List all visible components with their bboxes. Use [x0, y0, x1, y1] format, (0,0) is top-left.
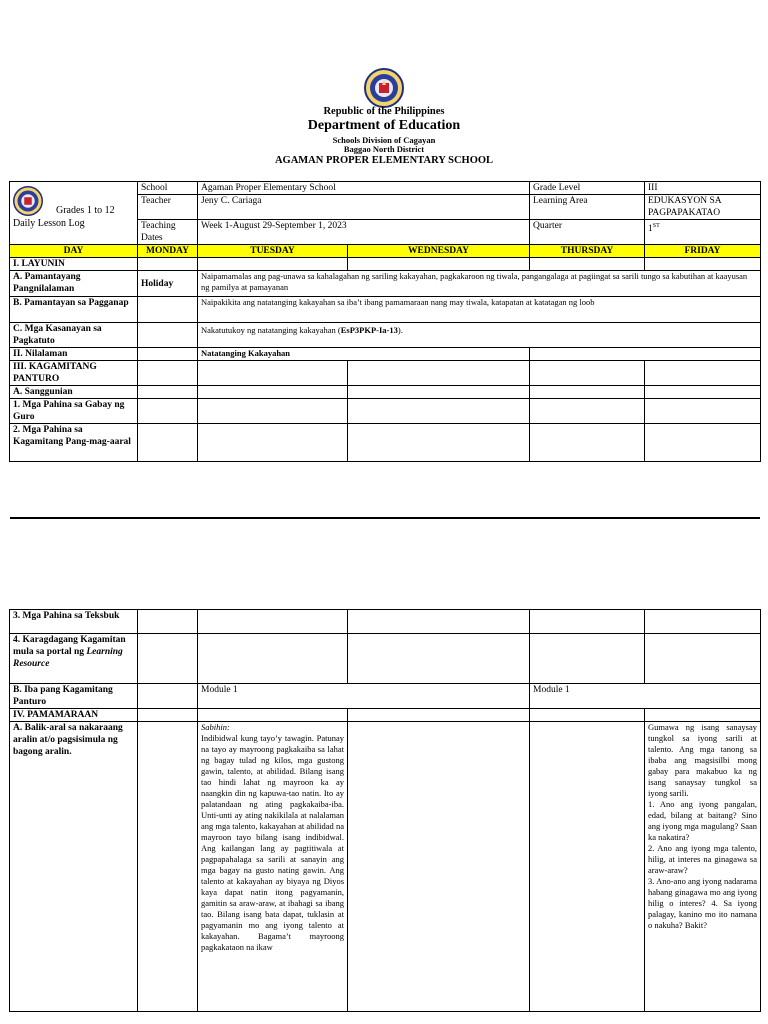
wednesday-header: WEDNESDAY: [348, 245, 530, 258]
day-header: DAY: [10, 245, 138, 258]
nilalaman-label: II. Nilalaman: [10, 348, 138, 361]
pamamaraan-label: IV. PAMAMARAAN: [10, 709, 138, 722]
school-label: School: [138, 182, 198, 195]
kasanayan-label: C. Mga Kasanayan sa Pagkatuto: [10, 323, 138, 348]
lesson-log-table-page-1: [9, 181, 761, 462]
quarter-label: Quarter: [530, 220, 645, 245]
day-header-row: [10, 245, 761, 258]
teaching-dates-label: Teaching Dates: [138, 220, 198, 245]
learning-area-label: Learning Area: [530, 195, 645, 220]
grade-level-value: III: [645, 182, 761, 195]
pamantayan-pagganap-text: Naipakikita ang natatanging kakayahan sa iba’t ibang pamamaraan nang may tiwala, katapatan at katatagan ng loob: [198, 297, 761, 323]
district-line: Baggao North District: [343, 144, 425, 154]
sabihin-label: Sabihin:: [201, 722, 230, 732]
friday-activity-text: Gumawa ng isang sanaysay tungkol sa iyong sarili at talento. Ang mga tanong sa ibaba ang magsisilbi mong gabay para makabuo ka ng isang sanaysay tungkol sa iyong sarili. 1. Ano ang iyong pangalan, edad, bilang at baitang? Sino ang iyong mga magulang? Saan ka nakatira? 2. Ano ang iyong mga talento, hilig, at interes na ginagawa sa araw-araw? 3. Ano-ano ang iyong nadarama habang ginagawa mo ang iyong hilig o interes? 4. Sa iyong palagay, kanino mo ito namana o nakuha? Bakit?: [645, 722, 761, 1012]
holiday-cell: Holiday: [138, 271, 198, 297]
kasanayan-code: EsP3PKP-Ia-13: [340, 325, 398, 335]
division-line: Schools Division of Cagayan: [332, 135, 436, 145]
teksbuk-label: 3. Mga Pahina sa Teksbuk: [10, 610, 138, 634]
dll-title-cell: [10, 182, 138, 245]
republic-line: Republic of the Philippines: [323, 106, 445, 117]
grade-level-label: Grade Level: [530, 182, 645, 195]
pamantayang-pangnilalaman-text: Naipamamalas ang pag-unawa sa kahalagahan ng sariling kakayahan, pagkakaroon ng tiwala, pangangalaga at pagiingat sa sarili tungo sa kabutihan at kaayusan ng pamilya at pamayanan: [198, 271, 761, 297]
learning-area-value: EDUKASYON SA PAGPAPAKATAO: [645, 195, 761, 220]
karagdagang-kagamitan-label: 4. Karagdagang Kagamitan mula sa portal ng Learning Resource: [10, 634, 138, 684]
school-name: AGAMAN PROPER ELEMENTARY SCHOOL: [274, 155, 494, 166]
school-value: Agaman Proper Elementary School: [198, 182, 530, 195]
kasanayan-text: Nakatutukoy ng natatanging kakayahan (EsP3PKP-Ia-13).: [198, 323, 761, 348]
balik-aral-label: A. Balik-aral sa nakaraang aralin at/o pagsisimula ng bagong aralin.: [10, 722, 138, 1012]
daily-lesson-log-label: Daily Lesson Log: [13, 218, 85, 229]
friday-header: FRIDAY: [645, 245, 761, 258]
layunin-label: I. LAYUNIN: [10, 258, 138, 271]
thursday-header: THURSDAY: [530, 245, 645, 258]
department-line: Department of Education: [307, 118, 461, 133]
page-divider: [10, 517, 760, 519]
kagamitang-pang-mag-aaral-label: 2. Mga Pahina sa Kagamitang Pang-mag-aaral: [10, 424, 138, 462]
teacher-value: Jeny C. Cariaga: [198, 195, 530, 220]
tuesday-header: TUESDAY: [198, 245, 348, 258]
gabay-ng-guro-label: 1. Mga Pahina sa Gabay ng Guro: [10, 399, 138, 424]
teaching-dates-value: Week 1-August 29-September 1, 2023: [198, 220, 530, 245]
iba-pang-kagamitang-label: B. Iba pang Kagamitang Panturo: [10, 684, 138, 709]
sanggunian-label: A. Sanggunian: [10, 386, 138, 399]
quarter-value: 1ST: [645, 220, 761, 245]
module-thursday: Module 1: [530, 684, 761, 709]
teacher-label: Teacher: [138, 195, 198, 220]
module-tuesday: Module 1: [198, 684, 530, 709]
tuesday-lesson-text: Sabihin: Indibidwal kung tayo’y tawagin. Patunay na tayo ay mayroong pagkakaiba sa lahat ng bagay tulad ng kilos, mga gustong gawin, talento, at abilidad. Bilang isang tao hindi lahat ng mayroon ka ay naangkin din ng kapuwa-tao natin. Ito ay palatandaan ng ating pagkakaiba-iba. Unti-unti ay ating nakikilala at nalalaman ang mga talento, kakayahan at abilidad na mayroon tayo bilang isang indibidwal. Ang kailangan lang ay pagtitiwala at pagpapahalaga sa sarili at sanayin ang mga bagay na gusto nating gawin. Ang talento at kakayahan ay biyaya ng Diyos kaya dapat natin itong pagyamanin, gamitin sa araw-araw, at ibahagi sa ibang tao. Bilang isang bata dapat, tuklasin at pagyamanin mo ang iyong talento at kakayahan. Bagama’t mayroong pagkakataon na ikaw: [198, 722, 348, 1012]
pamantayang-pangnilalaman-label: A. Pamantayang Pangnilalaman: [10, 271, 138, 297]
pamantayan-pagganap-label: B. Pamantayan sa Pagganap: [10, 297, 138, 323]
lesson-log-table-page-2: [9, 609, 761, 1012]
monday-header: MONDAY: [138, 245, 198, 258]
deped-seal-small-icon: [13, 186, 43, 216]
grades-label: Grades 1 to 12: [56, 205, 115, 216]
kagamitang-panturo-label: III. KAGAMITANG PANTURO: [10, 361, 138, 386]
nilalaman-value: Natatanging Kakayahan: [198, 348, 530, 361]
deped-seal-logo: [364, 68, 404, 108]
